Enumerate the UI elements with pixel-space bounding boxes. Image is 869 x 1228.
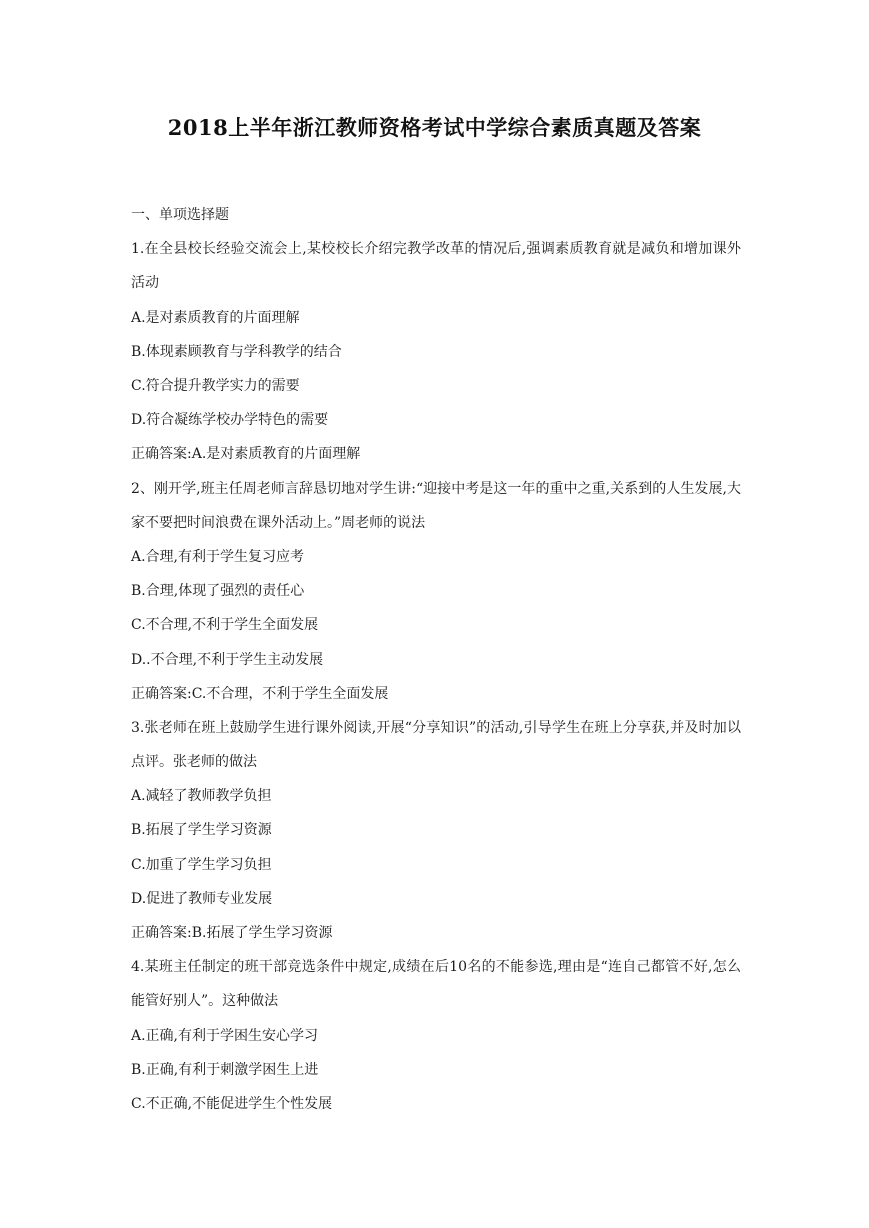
- option-a: A.减轻了教师教学负担: [131, 788, 272, 805]
- correct-answer: 正确答案:A.是对素质教育的片面理解: [131, 446, 361, 463]
- question-stem: 2、刚开学,班主任周老师言辞恳切地对学生讲:“迎接中考是这一年的重中之重,关系到的人生发展,大家不要把时间浪费在课外活动上。”周老师的说法: [131, 480, 741, 531]
- option-b: B.合理,体现了强烈的责任心: [131, 583, 305, 600]
- option-d: D.促进了教师专业发展: [131, 890, 273, 907]
- option-c: C.不合理,不利于学生全面发展: [131, 617, 319, 634]
- option-b: B.体现素顾教育与学科教学的结合: [131, 343, 342, 360]
- option-a: A.正确,有利于学困生安心学习: [131, 1027, 319, 1044]
- option-b: B.正确,有利于刺激学困生上进: [131, 1061, 319, 1078]
- option-c: C.加重了学生学习负担: [131, 856, 272, 873]
- option-d: D..不合理,不利于学生主动发展: [131, 651, 324, 668]
- correct-answer: 正确答案:C.不合理，不利于学生全面发展: [131, 685, 389, 702]
- question-stem: 3.张老师在班上鼓励学生进行课外阅读,开展“分享知识”的活动,引导学生在班上分享获,并及时加以点评。张老师的做法: [131, 719, 741, 771]
- option-b: B.拓展了学生学习资源: [131, 822, 272, 839]
- option-c: C.符合提升教学实力的需要: [131, 377, 300, 394]
- question-stem: 4.某班主任制定的班干部竞选条件中规定,成绩在后10名的不能参选,理由是“连自己都管不好,怎么能管好别人”。这种做法: [131, 959, 741, 1010]
- section-heading: 一、单项选择题: [131, 207, 229, 223]
- option-a: A.合理,有利于学生复习应考: [131, 548, 305, 565]
- option-c: C.不正确,不能促进学生个性发展: [131, 1096, 333, 1112]
- correct-answer: 正确答案:B.拓展了学生学习资源: [131, 925, 333, 942]
- document-body: [131, 198, 741, 1121]
- option-d: D.符合凝练学校办学特色的需要: [131, 412, 329, 429]
- document-title: 2018上半年浙江教师资格考试中学综合素质真题及答案: [167, 115, 702, 140]
- question-stem: 1.在全县校长经验交流会上,某校校长介绍完教学改革的情况后,强调素质教育就是减负和增加课外活动: [131, 241, 741, 292]
- option-a: A.是对素质教育的片面理解: [131, 309, 300, 326]
